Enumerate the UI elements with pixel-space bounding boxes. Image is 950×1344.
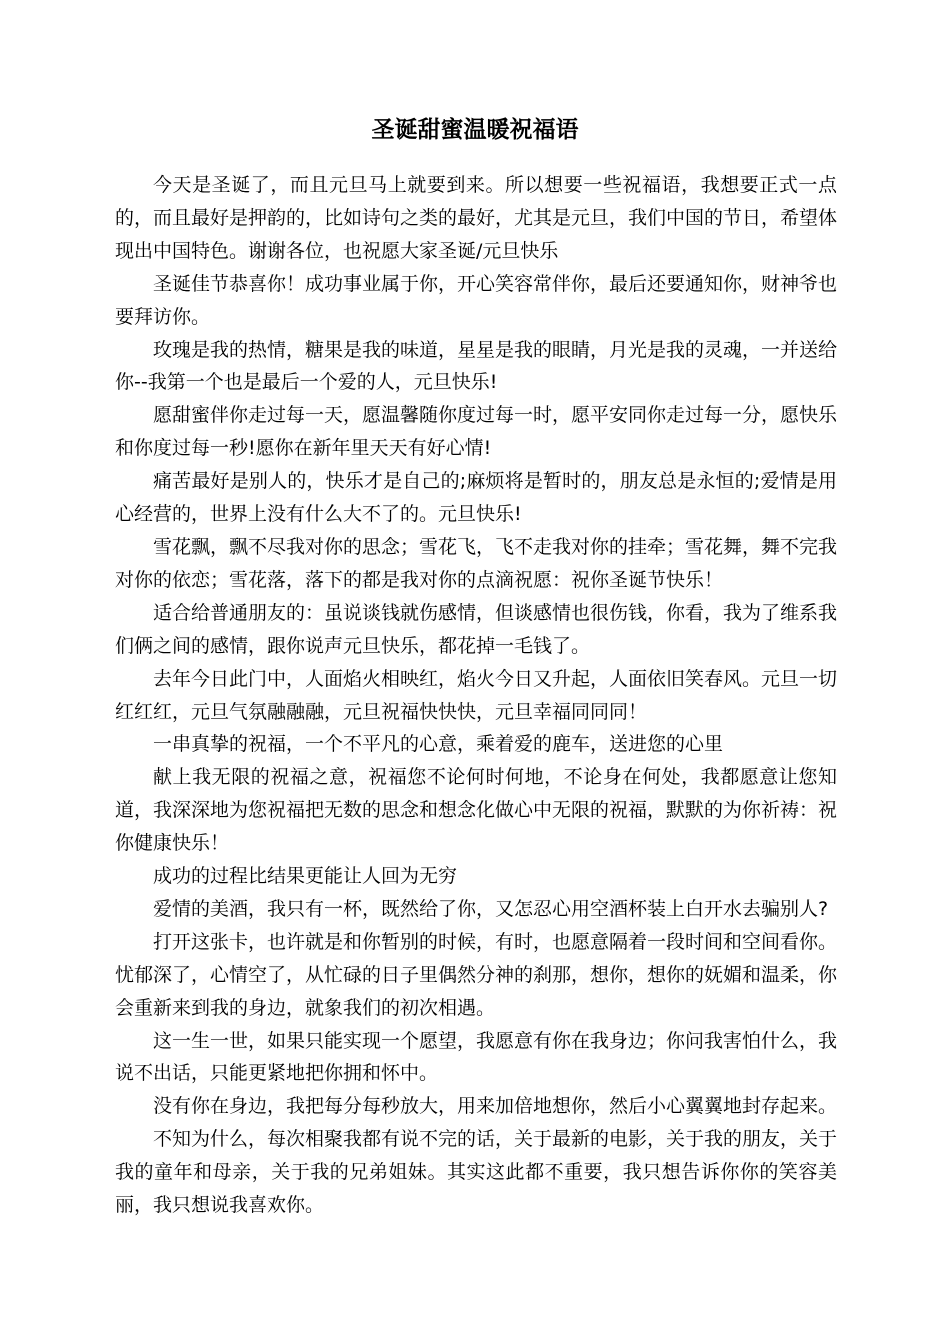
paragraph: 没有你在身边，我把每分每秒放大，用来加倍地想你，然后小心翼翼地封存起来。 — [153, 1095, 838, 1118]
paragraph: 适合给普通朋友的：虽说谈钱就伤感情，但谈感情也很伤钱，你看，我为了维系我们俩之间的感情，跟你说声元旦快乐，都花掉一毛钱了。 — [115, 601, 838, 657]
paragraph: 愿甜蜜伴你走过每一天，愿温馨随你度过每一时，愿平安同你走过每一分，愿快乐和你度过每一秒!愿你在新年里天天有好心情! — [115, 404, 838, 460]
paragraph: 痛苦最好是别人的，快乐才是自己的;麻烦将是暂时的，朋友总是永恒的;爱情是用心经营的，世界上没有什么大不了的。元旦快乐! — [115, 470, 837, 526]
paragraph: 今天是圣诞了，而且元旦马上就要到来。所以想要一些祝福语，我想要正式一点的，而且最好是押韵的，比如诗句之类的最好，尤其是元旦，我们中国的节日，希望体现出中国特色。谢谢各位，也祝愿大家圣诞/元旦快乐 — [115, 174, 838, 262]
paragraph: 不知为什么，每次相聚我都有说不完的话，关于最新的电影，关于我的朋友，关于我的童年和母亲，关于我的兄弟姐妹。其实这此都不重要，我只想告诉你你的笑容美丽，我只想说我喜欢你。 — [115, 1128, 838, 1217]
document-body — [115, 169, 837, 1222]
paragraph: 爱情的美酒，我只有一杯，既然给了你，又怎忍心用空酒杯装上白开水去骗别人? — [153, 897, 829, 920]
paragraph: 打开这张卡，也许就是和你暂别的时候，有时，也愿意隔着一段时间和空间看你。忧郁深了，心情空了，从忙碌的日子里偶然分神的刹那，想你，想你的妩媚和温柔，你会重新来到我的身边，就象我们的初次相遇。 — [115, 930, 838, 1019]
paragraph: 去年今日此门中，人面焰火相映红，焰火今日又升起，人面依旧笑春风。元旦一切红红红，元旦气氛融融融，元旦祝福快快快，元旦幸福同同同！ — [115, 667, 838, 723]
paragraph: 圣诞佳节恭喜你！成功事业属于你，开心笑容常伴你，最后还要通知你，财神爷也要拜访你。 — [115, 272, 838, 328]
paragraph: 玫瑰是我的热情，糖果是我的味道，星星是我的眼睛，月光是我的灵魂，一并送给你--我第一个也是最后一个爱的人，元旦快乐! — [115, 338, 838, 394]
paragraph: 一串真挚的祝福，一个不平凡的心意，乘着爱的鹿车，送进您的心里 — [153, 733, 724, 756]
paragraph: 献上我无限的祝福之意，祝福您不论何时何地，不论身在何处，我都愿意让您知道，我深深地为您祝福把无数的思念和想念化做心中无限的祝福，默默的为你祈祷：祝你健康快乐！ — [115, 766, 838, 855]
paragraph: 雪花飘，飘不尽我对你的思念；雪花飞，飞不走我对你的挂牵；雪花舞，舞不完我对你的依恋；雪花落，落下的都是我对你的点滴祝愿：祝你圣诞节快乐！ — [115, 535, 838, 591]
document-title: 圣诞甜蜜温暖祝福语 — [371, 117, 579, 143]
paragraph: 成功的过程比结果更能让人回为无穷 — [153, 865, 458, 888]
paragraph: 这一生一世，如果只能实现一个愿望，我愿意有你在我身边；你问我害怕什么，我说不出话，只能更紧地把你拥和怀中。 — [115, 1029, 838, 1085]
